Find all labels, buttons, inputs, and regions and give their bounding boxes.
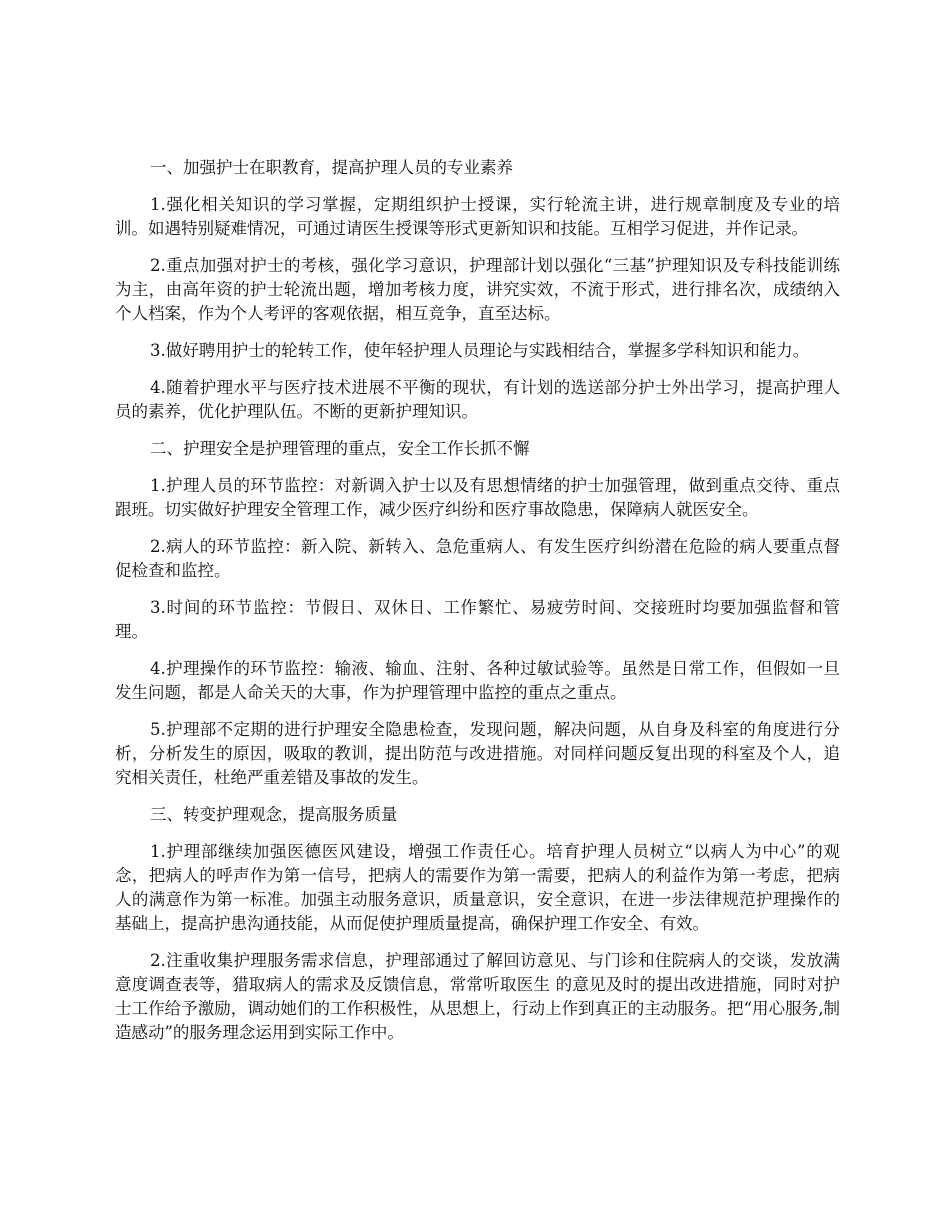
paragraph: 2.病人的环节监控：新入院、新转入、急危重病人、有发生医疗纠纷潜在危险的病人要重点督促检查和监控。	[115, 537, 840, 580]
paragraph: 2.重点加强对护士的考核，强化学习意识，护理部计划以强化“三基”护理知识及专科技能训练为主，由高年资的护士轮流出题，增加考核力度，讲究实效，不流于形式，进行排名次，成绩纳入个人档案，作为个人考评的客观依据，相互竞争，直至达标。	[115, 256, 840, 323]
paragraph: 2.注重收集护理服务需求信息，护理部通过了解回访意见、与门诊和住院病人的交谈，发放满意度调查表等，猎取病人的需求及反馈信息，常常听取医生 的意见及时的提出改进措施，同时对护士工作给予激励，调动她们的工作积极性，从思想上，行动上作到真正的主动服务。把“用心服务,制造感动”的服务理念运用到实际工作中。	[115, 951, 840, 1042]
section-heading-1: 一、加强护士在职教育，提高护理人员的专业素养	[150, 158, 513, 177]
paragraph: 3.时间的环节监控：节假日、双休日、工作繁忙、易疲劳时间、交接班时均要加强监督和管理。	[115, 598, 840, 641]
document-body	[115, 156, 840, 1058]
paragraph: 1.护理人员的环节监控：对新调入护士以及有思想情绪的护士加强管理，做到重点交待、重点跟班。切实做好护理安全管理工作，减少医疗纠纷和医疗事故隐患，保障病人就医安全。	[115, 476, 840, 519]
paragraph: 5.护理部不定期的进行护理安全隐患检查，发现问题，解决问题，从自身及科室的角度进行分析，分析发生的原因，吸取的教训，提出防范与改进措施。对同样问题反复出现的科室及个人，追究相关责任，杜绝严重差错及事故的发生。	[115, 720, 840, 787]
paragraph: 1.强化相关知识的学习掌握，定期组织护士授课，实行轮流主讲，进行规章制度及专业的培训。如遇特别疑难情况，可通过请医生授课等形式更新知识和技能。互相学习促进，并作记录。	[115, 195, 840, 238]
paragraph: 4.随着护理水平与医疗技术进展不平衡的现状，有计划的选送部分护士外出学习，提高护理人员的素养，优化护理队伍。不断的更新护理知识。	[115, 378, 840, 421]
paragraph: 1.护理部继续加强医德医风建设，增强工作责任心。培育护理人员树立“以病人为中心”的观念，把病人的呼声作为第一信号，把病人的需要作为第一需要，把病人的利益作为第一考虑，把病人的满意作为第一标准。加强主动服务意识，质量意识，安全意识，在进一步法律规范护理操作的基础上，提高护患沟通技能，从而促使护理质量提高，确保护理工作安全、有效。	[115, 842, 840, 933]
paragraph: 4.护理操作的环节监控：输液、输血、注射、各种过敏试验等。虽然是日常工作，但假如一旦发生问题，都是人命关天的大事，作为护理管理中监控的重点之重点。	[115, 659, 840, 702]
section-heading-3: 三、转变护理观念，提高服务质量	[150, 805, 398, 824]
section-heading-2: 二、护理安全是护理管理的重点，安全工作长抓不懈	[150, 439, 530, 458]
paragraph: 3.做好聘用护士的轮转工作，使年轻护理人员理论与实践相结合，掌握多学科知识和能力。	[150, 341, 810, 360]
